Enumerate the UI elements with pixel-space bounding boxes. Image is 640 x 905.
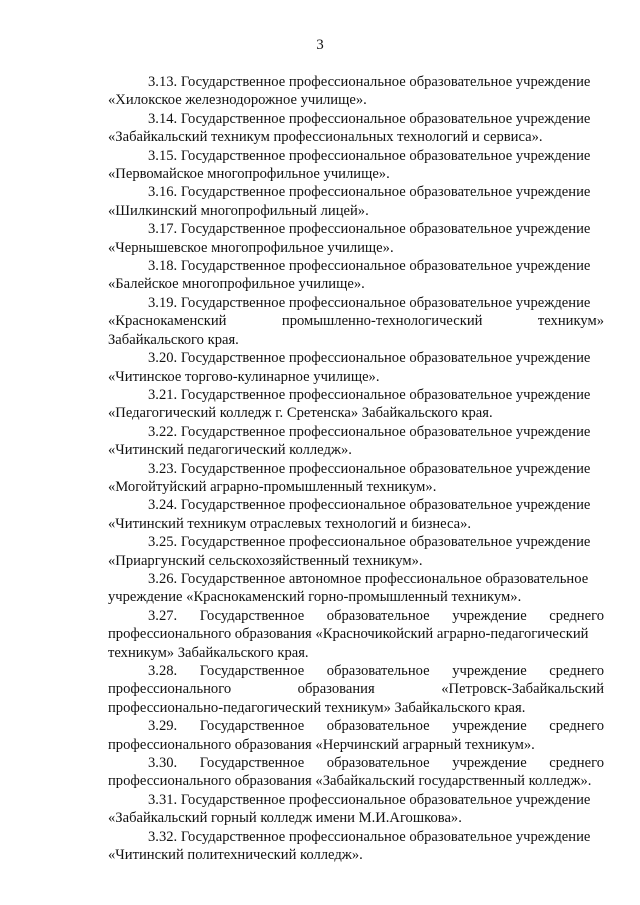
item-line: «Забайкальский горный колледж имени М.И.Агошкова». (108, 810, 462, 827)
list-item (108, 220, 604, 257)
list-item (108, 754, 604, 791)
item-line: «Педагогический колледж г. Сретенска» Забайкальского края. (108, 405, 493, 422)
item-line: 3.25. Государственное профессиональное образовательное учреждение (148, 534, 591, 551)
item-line: 3.20. Государственное профессиональное образовательное учреждение (148, 350, 591, 367)
item-line: 3.27. Государственное образовательное учреждение среднего (148, 607, 604, 624)
item-line: 3.21. Государственное профессиональное образовательное учреждение (148, 386, 591, 403)
page-number: 3 (316, 37, 324, 53)
list-item (108, 349, 604, 386)
list-item (108, 717, 604, 754)
list-item (108, 533, 604, 570)
list-item (108, 791, 604, 828)
item-line: 3.26. Государственное автономное профессиональное образовательное (148, 570, 589, 587)
item-line: 3.19. Государственное профессиональное образовательное учреждение (148, 294, 591, 311)
item-line: учреждение «Краснокаменский горно-промышленный техникум». (108, 589, 522, 606)
item-line: техникум» Забайкальского края. (108, 644, 309, 661)
item-line: 3.31. Государственное профессиональное образовательное учреждение (148, 791, 591, 808)
list-item (108, 662, 604, 717)
item-line: Забайкальского края. (108, 331, 239, 348)
item-line: профессионального образования «Красночикойский аграрно-педагогический (108, 626, 589, 643)
item-line: профессионально-педагогический техникум» Забайкальского края. (108, 699, 526, 716)
list-item (108, 183, 604, 220)
item-line: 3.22. Государственное профессиональное образовательное учреждение (148, 423, 591, 440)
item-line: 3.13. Государственное профессиональное образовательное учреждение (148, 74, 591, 90)
item-line: 3.32. Государственное профессиональное образовательное учреждение (148, 828, 591, 845)
institution-list (108, 73, 604, 864)
item-line: «Шилкинский многопрофильный лицей». (108, 202, 369, 219)
list-item (108, 257, 604, 294)
item-line: 3.29. Государственное образовательное учреждение среднего (148, 718, 604, 735)
item-line: 3.30. Государственное образовательное учреждение среднего (148, 755, 604, 772)
item-line: «Хилокское железнодорожное училище». (108, 92, 367, 109)
item-line: «Могойтуйский аграрно-промышленный техникум». (108, 478, 437, 495)
item-line: «Читинский педагогический колледж». (108, 442, 352, 459)
item-line: профессионального образования «Петровск-Забайкальский (108, 681, 604, 698)
item-line: профессионального образования «Забайкальский государственный колледж». (108, 773, 592, 790)
item-line: «Чернышевское многопрофильное училище». (108, 239, 394, 256)
item-line: 3.24. Государственное профессиональное образовательное учреждение (148, 497, 591, 514)
item-line: «Забайкальский техникум профессиональных технологий и сервиса». (108, 129, 543, 146)
list-item (108, 386, 604, 423)
item-line: «Читинское торгово-кулинарное училище». (108, 368, 380, 385)
item-line: «Приаргунский сельскохозяйственный техникум». (108, 552, 423, 569)
list-item (108, 110, 604, 147)
item-line: профессионального образования «Нерчинский аграрный техникум». (108, 736, 535, 753)
list-item (108, 294, 604, 349)
list-item (108, 828, 604, 865)
item-line: 3.14. Государственное профессиональное образовательное учреждение (148, 110, 591, 127)
list-item (108, 147, 604, 184)
list-item (108, 460, 604, 497)
item-line: 3.18. Государственное профессиональное образовательное учреждение (148, 258, 591, 275)
item-line: «Читинский политехнический колледж». (108, 847, 363, 864)
item-line: «Балейское многопрофильное училище». (108, 276, 365, 293)
list-item (108, 73, 604, 110)
list-item (108, 570, 604, 607)
item-line: «Первомайское многопрофильное училище». (108, 166, 390, 183)
item-line: «Краснокаменский промышленно-технологический техникум» (108, 313, 604, 330)
list-item (108, 423, 604, 460)
list-item (108, 496, 604, 533)
list-item (108, 607, 604, 662)
item-line: 3.16. Государственное профессиональное образовательное учреждение (148, 184, 591, 201)
item-line: 3.17. Государственное профессиональное образовательное учреждение (148, 221, 591, 238)
item-line: 3.28. Государственное образовательное учреждение среднего (148, 663, 604, 679)
item-line: 3.15. Государственное профессиональное образовательное учреждение (148, 147, 591, 164)
item-line: 3.23. Государственное профессиональное образовательное учреждение (148, 460, 591, 477)
item-line: «Читинский техникум отраслевых технологий и бизнеса». (108, 515, 472, 532)
